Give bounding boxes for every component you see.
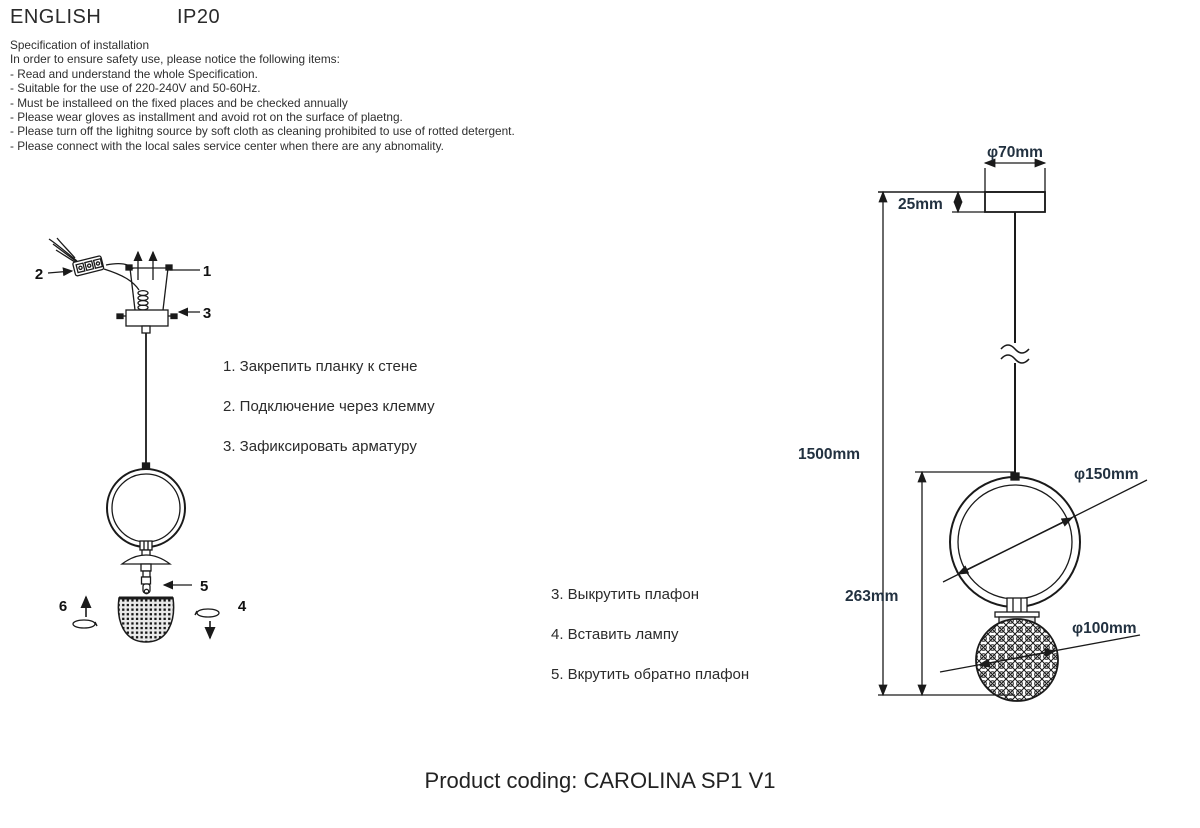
mounting-step: 1. Закрепить планку к стене [223, 358, 418, 375]
ip-rating-label: IP20 [177, 6, 221, 28]
callout-line-2 [48, 271, 72, 273]
callout-2: 2 [34, 266, 44, 283]
spec-item: - Please turn off the lighitng source by soft cloth as cleaning prohibited to use of rotted detergent. [10, 124, 515, 139]
fixture-height-label: 263mm [845, 588, 899, 605]
lamp-step: 5. Вкрутить обратно плафон [551, 666, 750, 683]
lamp-step: 3. Выкрутить плафон [551, 586, 699, 603]
mounting-bracket [126, 265, 172, 310]
spec-intro: In order to ensure safety use, please notice the following items: [10, 52, 340, 67]
spec-item: - Read and understand the whole Specification. [10, 66, 258, 81]
callout-1: 1 [202, 263, 212, 280]
shade-diameter-label: φ100mm [1072, 620, 1137, 637]
crystal-shade [118, 598, 173, 642]
crystal-shade [976, 619, 1058, 701]
light-ring [950, 477, 1080, 607]
spring-coil [138, 291, 148, 310]
lamp-steps [551, 586, 749, 683]
decorative-dome [122, 555, 170, 564]
mounting-step: 2. Подключение через клемму [223, 398, 435, 415]
ring-diameter-dimension [943, 480, 1147, 582]
specification-block [10, 38, 515, 153]
spec-item: - Must be installeed on the fixed places and be checked annually [10, 95, 348, 110]
callout-5: 5 [200, 578, 209, 595]
spec-item: - Suitable for the use of 220-240V and 50-60Hz. [10, 81, 261, 96]
callout-4: 4 [237, 598, 247, 615]
canopy-diameter-label: φ70mm [987, 144, 1043, 161]
spec-item: - Please wear gloves as installment and avoid rot on the surface of plaetng. [10, 110, 403, 125]
terminal-block [72, 256, 104, 277]
canopy-height-dimension [952, 192, 985, 212]
spec-item: - Please connect with the local sales service center when there are any abnomality. [10, 138, 444, 153]
ceiling-canopy [117, 310, 177, 333]
lamp-socket [141, 564, 151, 594]
suspension-length-label: 1500mm [798, 446, 861, 463]
suspension-cable [1001, 212, 1029, 474]
mounting-step: 3. Зафиксировать арматуру [223, 438, 417, 455]
canopy [985, 192, 1045, 212]
language-label: ENGLISH [10, 6, 102, 28]
canopy-height-label: 25mm [898, 196, 943, 213]
light-ring [107, 469, 185, 547]
internal-wire [104, 269, 139, 290]
rotate-down-symbol [195, 609, 219, 638]
lamp-step: 4. Вставить лампу [551, 626, 679, 643]
ring-diameter-label: φ150mm [1074, 466, 1139, 483]
callout-3: 3 [202, 305, 212, 322]
canopy-diameter-dimension [985, 163, 1045, 212]
spec-title: Specification of installation [10, 38, 150, 52]
mounting-steps [223, 358, 435, 455]
rotate-up-symbol [73, 597, 97, 628]
callout-6: 6 [58, 598, 68, 615]
product-coding: Product coding: CAROLINA SP1 V1 [424, 768, 776, 793]
dimension-diagram [790, 130, 1160, 710]
